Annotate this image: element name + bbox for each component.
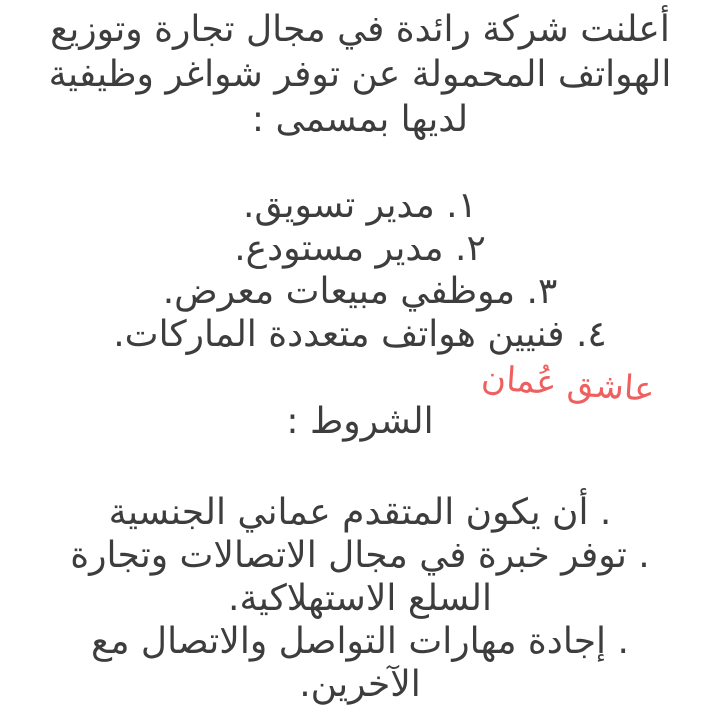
intro-paragraph <box>0 0 720 142</box>
condition-item-3-line-2: الآخرين. <box>299 664 421 705</box>
condition-item-2-line-1: . توفر خبرة في مجال الاتصالات وتجارة <box>70 535 650 576</box>
vacancy-item-1: ١. مدير تسويق. <box>243 185 477 226</box>
conditions-title: الشروط : <box>286 401 434 442</box>
condition-item-3-line-1: . إجادة مهارات التواصل والاتصال مع <box>91 621 629 662</box>
condition-item-1-line-1: . أن يكون المتقدم عماني الجنسية <box>108 492 612 533</box>
condition-item-2-line-2: السلع الاستهلاكية. <box>228 578 492 619</box>
vacancy-item-4: ٤. فنيين هواتف متعددة الماركات. <box>113 314 607 355</box>
vacancies-list <box>0 184 720 356</box>
intro-line-2: الهواتف المحمولة عن توفر شواغر وظيفية <box>48 54 672 95</box>
intro-line-1: أعلنت شركة رائدة في مجال تجارة وتوزيع <box>50 9 670 50</box>
vacancy-item-2: ٢. مدير مستودع. <box>234 228 486 269</box>
vacancy-item-3: ٣. موظفي مبيعات معرض. <box>162 271 558 312</box>
watermark-text: عاشق عُمان <box>480 357 656 411</box>
conditions-list <box>0 491 720 706</box>
intro-line-3: لديها بمسمى : <box>251 99 469 140</box>
